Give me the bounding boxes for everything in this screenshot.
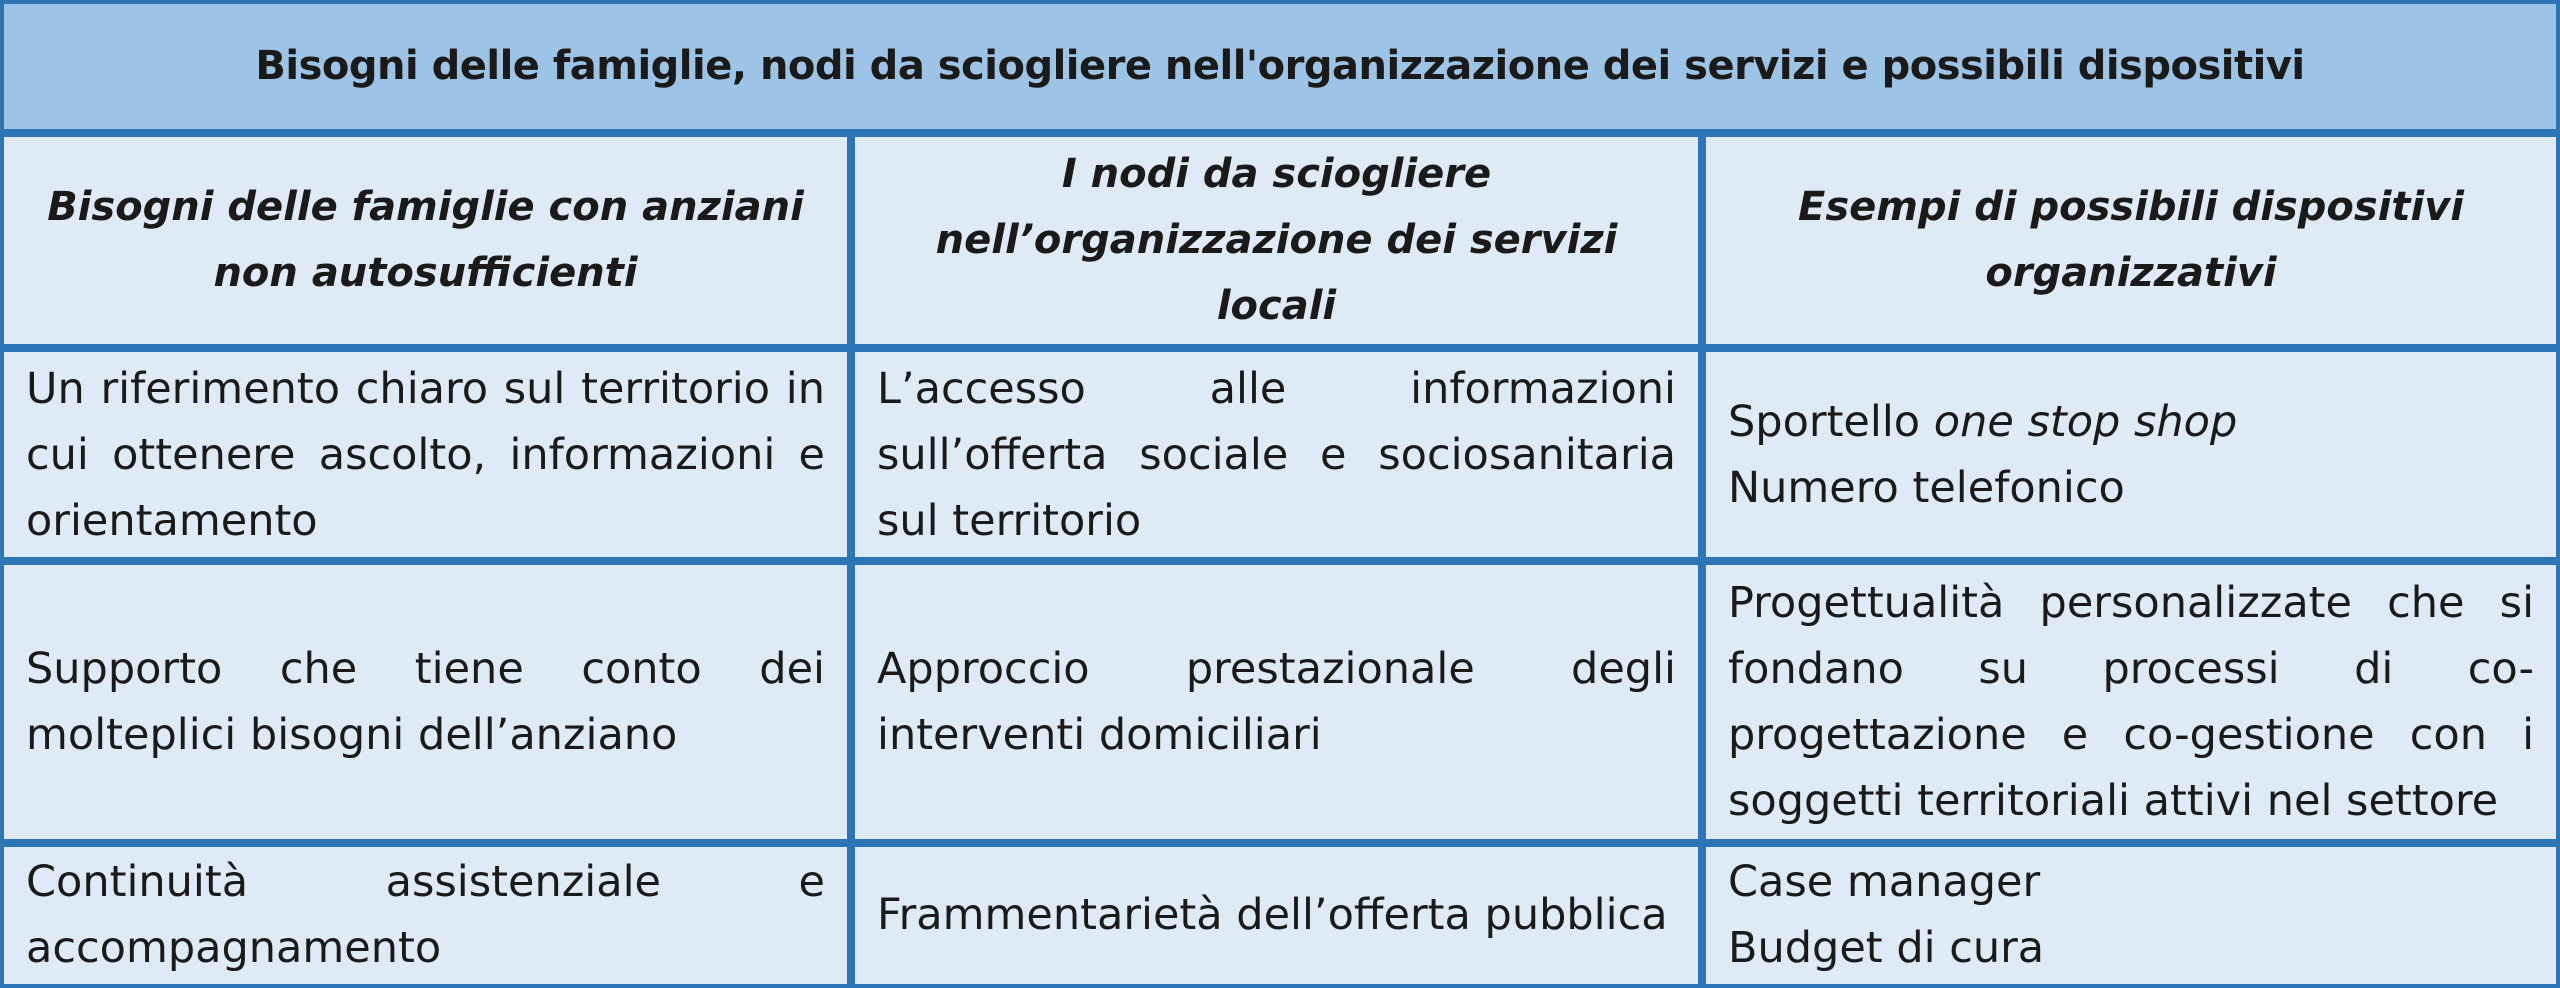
device-italic-text: one stop shop bbox=[1933, 396, 2238, 447]
table-row bbox=[0, 348, 2560, 561]
device-cell bbox=[1702, 348, 2560, 561]
issue-cell: L’accesso alle informazioni sull’offerta sociale e sociosanitaria sul territorio bbox=[851, 348, 1702, 561]
column-header-needs: Bisogni delle famiglie con anziani non autosufficienti bbox=[0, 133, 851, 348]
column-header-issues: I nodi da sciogliere nell’organizzazione dei servizi locali bbox=[851, 133, 1702, 348]
issue-cell: Approccio prestazionale degli interventi domiciliari bbox=[851, 561, 1702, 843]
issue-cell: Frammentarietà dell’offerta pubblica bbox=[851, 843, 1702, 988]
device-text: Sportello bbox=[1728, 396, 1934, 447]
need-cell: Un riferimento chiaro sul territorio in cui ottenere ascolto, informazioni e orientamento bbox=[0, 348, 851, 561]
device-line bbox=[1728, 389, 2534, 455]
device-line: Budget di cura bbox=[1728, 923, 2045, 974]
need-cell: Continuità assistenziale e accompagnamento bbox=[0, 843, 851, 988]
table-row bbox=[0, 843, 2560, 988]
device-cell: Progettualità personalizzate che si fondano su processi di co-progettazione e co-gestione con i soggetti territoriali attivi nel settore bbox=[1702, 561, 2560, 843]
device-cell bbox=[1702, 843, 2560, 988]
device-line: Case manager bbox=[1728, 857, 2041, 908]
device-line: Numero telefonico bbox=[1728, 462, 2125, 513]
table-row bbox=[0, 561, 2560, 843]
table-title: Bisogni delle famiglie, nodi da sciogliere nell'organizzazione dei servizi e possibili dispositivi bbox=[0, 0, 2560, 133]
column-header-devices: Esempi di possibili dispositivi organizzativi bbox=[1702, 133, 2560, 348]
need-cell: Supporto che tiene conto dei molteplici bisogni dell’anziano bbox=[0, 561, 851, 843]
